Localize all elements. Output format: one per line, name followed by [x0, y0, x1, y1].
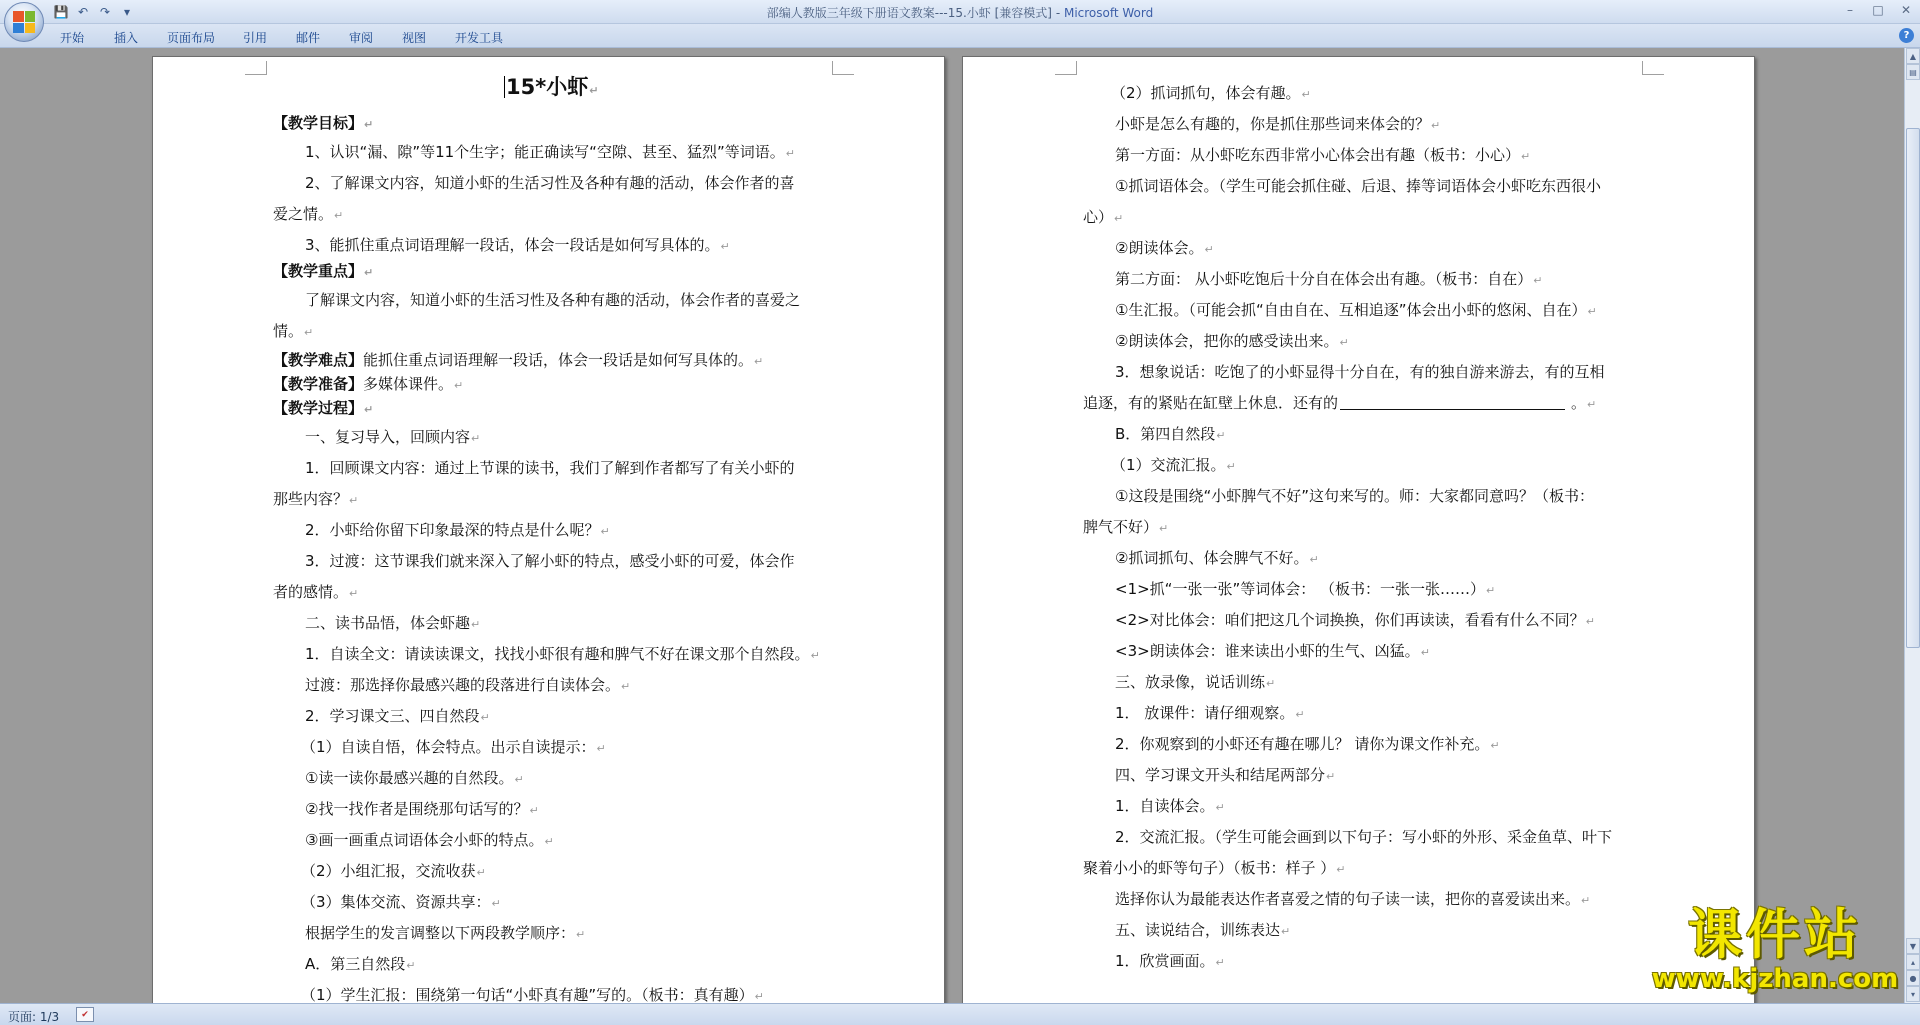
paragraph-line[interactable]: <3>朗读体会：谁来读出小虾的生气、凶猛。↵ — [1115, 642, 1430, 660]
paragraph-line[interactable]: （2）抓词抓句，体会有趣。↵ — [1111, 84, 1311, 102]
paragraph-line[interactable]: 3、能抓住重点词语理解一段话，体会一段话是如何写具体的。↵ — [305, 236, 730, 254]
paragraph-line[interactable]: 一、复习导入，回顾内容↵ — [305, 428, 481, 446]
paragraph-line[interactable]: A．第三自然段↵ — [305, 955, 416, 973]
paragraph-line[interactable]: ①生汇报。（可能会抓“自由自在、互相追逐”体会出小虾的悠闲、自在）↵ — [1115, 301, 1597, 319]
previous-page-icon[interactable]: ▴ — [1906, 954, 1920, 970]
paragraph-line[interactable]: 追逐，有的紧贴在缸壁上休息．还有的 。↵ — [1083, 394, 1597, 412]
vertical-scrollbar[interactable] — [1904, 48, 1920, 1003]
paragraph-line[interactable]: 1．欣赏画面。↵ — [1115, 952, 1225, 970]
document-title[interactable]: 15*小虾↵ — [506, 75, 599, 99]
paragraph-line[interactable]: （3）集体交流、资源共享：↵ — [301, 893, 501, 911]
paragraph-line[interactable]: <2>对比体会：咱们把这几个词换换，你们再读读，看看有什么不同？↵ — [1115, 611, 1595, 629]
watermark-url: www.kjzhan.com — [1651, 964, 1899, 994]
status-bar — [0, 1003, 1920, 1025]
tab-mailings[interactable]: 邮件 — [296, 31, 321, 45]
paragraph-line[interactable]: 1．回顾课文内容：通过上节课的读书，我们了解到作者都写了有关小虾的 — [305, 459, 795, 477]
paragraph-line[interactable]: 第二方面： 从小虾吃饱后十分自在体会出有趣。（板书：自在）↵ — [1115, 270, 1543, 288]
paragraph-line[interactable]: 选择你认为最能表达作者喜爱之情的句子读一读，把你的喜爱读出来。↵ — [1115, 890, 1591, 908]
paragraph-line[interactable]: ①抓词语体会。（学生可能会抓住碰、后退、捧等词语体会小虾吃东西很小 — [1115, 177, 1601, 195]
paragraph-line[interactable]: 2．交流汇报。（学生可能会画到以下句子：写小虾的外形、采金鱼草、叶下 — [1115, 828, 1613, 846]
page-text — [963, 57, 1756, 1003]
paragraph-line[interactable]: 第一方面：从小虾吃东西非常小心体会出有趣（板书：小心）↵ — [1115, 146, 1531, 164]
customize-toolbar-icon[interactable]: ▾ — [123, 5, 131, 19]
select-browse-object-icon[interactable]: ● — [1906, 970, 1920, 986]
paragraph-line[interactable]: 心）↵ — [1083, 208, 1124, 226]
paragraph-line[interactable]: ②朗读体会，把你的感受读出来。↵ — [1115, 332, 1349, 350]
scroll-up-icon[interactable]: ▲ — [1906, 48, 1920, 64]
paragraph-line[interactable]: 3．过渡：这节课我们就来深入了解小虾的特点，感受小虾的可爱，体会作 — [305, 552, 795, 570]
paragraph-line[interactable]: ①读一读你最感兴趣的自然段。↵ — [305, 769, 524, 787]
tab-home[interactable]: 开始 — [60, 31, 85, 45]
paragraph-line[interactable]: 三、放录像，说话训练↵ — [1115, 673, 1276, 691]
watermark-text: 课件站 — [1688, 903, 1862, 966]
tab-insert[interactable]: 插入 — [114, 31, 139, 45]
section-heading[interactable]: 【教学准备】多媒体课件。↵ — [273, 375, 464, 393]
save-icon[interactable]: 💾 — [53, 5, 69, 19]
paragraph-line[interactable]: （1）学生汇报：围绕第一句话“小虾真有趣”写的。（板书：真有趣）↵ — [301, 986, 764, 1003]
paragraph-line[interactable]: 3．想象说话：吃饱了的小虾显得十分自在，有的独自游来游去，有的互相 — [1115, 363, 1605, 381]
tab-developer[interactable]: 开发工具 — [455, 31, 504, 45]
paragraph-line[interactable]: 了解课文内容，知道小虾的生活习性及各种有趣的活动，体会作者的喜爱之 — [305, 291, 801, 309]
section-heading[interactable]: 【教学重点】↵ — [273, 262, 374, 280]
maximize-button[interactable]: □ — [1872, 3, 1884, 17]
document-page-2[interactable] — [962, 56, 1755, 1003]
redo-icon[interactable]: ↷ — [99, 5, 111, 19]
proofing-icon[interactable]: ✔ — [76, 1007, 94, 1022]
paragraph-line[interactable]: 五、读说结合，训练表达↵ — [1115, 921, 1291, 939]
tab-review[interactable]: 审阅 — [349, 31, 374, 45]
page-number-indicator[interactable]: 页面: 1/3 — [8, 1010, 60, 1024]
paragraph-line[interactable]: 者的感情。↵ — [273, 583, 359, 601]
document-page-1[interactable] — [152, 56, 945, 1003]
minimize-button[interactable]: – — [1847, 3, 1853, 17]
paragraph-line[interactable]: 二、读书品悟，体会虾趣↵ — [305, 614, 481, 632]
paragraph-line[interactable]: 脾气不好）↵ — [1083, 518, 1169, 536]
paragraph-line[interactable]: 1． 放课件：请仔细观察。↵ — [1115, 704, 1305, 722]
paragraph-line[interactable]: ②抓词抓句、体会脾气不好。↵ — [1115, 549, 1319, 567]
scroll-down-icon[interactable]: ▼ — [1906, 938, 1920, 954]
title-separator: - — [1052, 6, 1064, 20]
paragraph-line[interactable]: 爱之情。↵ — [273, 205, 344, 223]
paragraph-line[interactable]: 1．自读全文：请读读课文，找找小虾很有趣和脾气不好在课文那个自然段。↵ — [305, 645, 820, 663]
tab-page-layout[interactable]: 页面布局 — [167, 31, 216, 45]
section-heading[interactable]: 【教学难点】能抓住重点词语理解一段话，体会一段话是如何写具体的。↵ — [273, 351, 764, 369]
paragraph-line[interactable]: 那些内容？↵ — [273, 490, 359, 508]
paragraph-line[interactable]: 2．小虾给你留下印象最深的特点是什么呢？↵ — [305, 521, 610, 539]
close-button[interactable]: ✕ — [1900, 3, 1912, 17]
paragraph-line[interactable]: 小虾是怎么有趣的，你是抓住那些词来体会的？↵ — [1115, 115, 1441, 133]
help-icon[interactable]: ? — [1899, 28, 1914, 43]
tab-references[interactable]: 引用 — [243, 31, 268, 45]
section-heading[interactable]: 【教学过程】↵ — [273, 399, 374, 417]
paragraph-line[interactable]: ①这段是围绕“小虾脾气不好”这句来写的。师：大家都同意吗？（板书： — [1115, 487, 1594, 505]
ribbon-tabs — [0, 24, 1920, 48]
paragraph-line[interactable]: 2．学习课文三、四自然段↵ — [305, 707, 490, 725]
document-name: 部编人教版三年级下册语文教案---15.小虾 [兼容模式] — [766, 6, 1052, 20]
paragraph-line[interactable]: 情。↵ — [273, 322, 314, 340]
paragraph-line[interactable]: ②找一找作者是围绕那句话写的？↵ — [305, 800, 539, 818]
paragraph-line[interactable]: 1．自读体会。↵ — [1115, 797, 1225, 815]
office-button[interactable] — [4, 2, 44, 42]
window-controls — [1836, 0, 1920, 20]
scrollbar-thumb[interactable] — [1906, 128, 1920, 648]
paragraph-line[interactable]: ③画一画重点词语体会小虾的特点。↵ — [305, 831, 554, 849]
app-name: Microsoft Word — [1063, 6, 1154, 20]
paragraph-line[interactable]: （1）自读自悟，体会特点。出示自读提示：↵ — [301, 738, 606, 756]
text-cursor — [504, 76, 505, 98]
paragraph-line[interactable]: 2、了解课文内容，知道小虾的生活习性及各种有趣的活动，体会作者的喜 — [305, 174, 795, 192]
paragraph-line[interactable]: （1）交流汇报。↵ — [1111, 456, 1236, 474]
paragraph-line[interactable]: 四、学习课文开头和结尾两部分↵ — [1115, 766, 1336, 784]
office-logo-icon — [13, 11, 35, 33]
paragraph-line[interactable]: 过渡：那选择你最感兴趣的段落进行自读体会。↵ — [305, 676, 631, 694]
title-bar — [0, 0, 1920, 24]
paragraph-line[interactable]: 1、认识“漏、隙”等11个生字；能正确读写“空隙、甚至、猛烈”等词语。↵ — [305, 143, 795, 161]
document-workspace — [0, 48, 1904, 1003]
tab-view[interactable]: 视图 — [402, 31, 427, 45]
paragraph-line[interactable]: <1>抓“一张一张”等词体会： （板书：一张一张……）↵ — [1115, 580, 1496, 598]
undo-icon[interactable]: ↶ — [77, 5, 89, 19]
window-title — [0, 4, 1920, 21]
paragraph-line[interactable]: 根据学生的发言调整以下两段教学顺序：↵ — [305, 924, 586, 942]
next-page-icon[interactable]: ▾ — [1906, 986, 1920, 1002]
paragraph-line[interactable]: （2）小组汇报，交流收获↵ — [301, 862, 486, 880]
fill-in-blank — [1340, 396, 1565, 410]
section-heading[interactable]: 【教学目标】↵ — [273, 114, 374, 132]
paragraph-line[interactable]: 聚着小小的虾等句子）（板书：样子 ）↵ — [1083, 859, 1346, 877]
page-text — [153, 57, 946, 1003]
ruler-toggle-icon[interactable]: ▤ — [1906, 64, 1920, 80]
paragraph-line[interactable]: ②朗读体会。↵ — [1115, 239, 1214, 257]
paragraph-line[interactable]: B．第四自然段↵ — [1115, 425, 1226, 443]
paragraph-line[interactable]: 2．你观察到的小虾还有趣在哪儿？ 请你为课文作补充。↵ — [1115, 735, 1500, 753]
